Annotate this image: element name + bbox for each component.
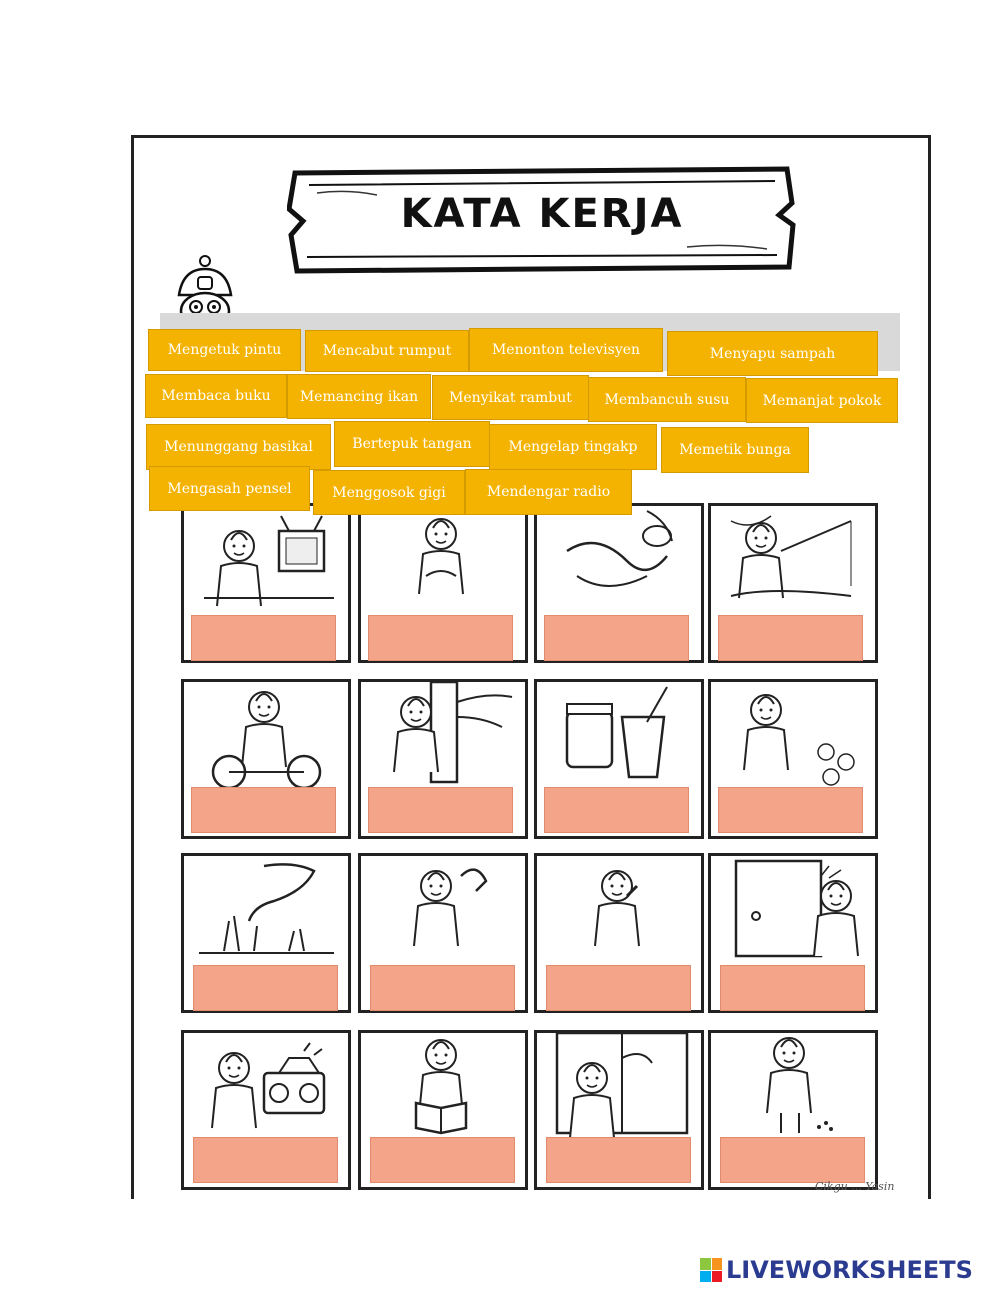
word-chip[interactable]: Menggosok gigi [313, 470, 465, 515]
word-chip[interactable]: Mendengar radio [465, 469, 632, 515]
word-chip[interactable]: Membaca buku [145, 374, 287, 418]
word-chip[interactable]: Memanjat pokok [746, 378, 898, 423]
answer-drop-box[interactable] [718, 615, 863, 661]
word-chip[interactable]: Memancing ikan [287, 374, 431, 419]
page-title: KATA KERJA [400, 191, 684, 237]
word-chip[interactable]: Membancuh susu [588, 377, 746, 422]
teacher-signature: Cikgu ... Yasin [815, 1180, 895, 1193]
title-banner [287, 163, 797, 275]
answer-drop-box[interactable] [720, 965, 865, 1011]
answer-drop-box[interactable] [720, 1137, 865, 1183]
answer-drop-box[interactable] [193, 965, 338, 1011]
answer-drop-box[interactable] [718, 787, 863, 833]
answer-drop-box[interactable] [544, 615, 689, 661]
liveworksheets-badge-icon [700, 1258, 722, 1282]
word-chip[interactable]: Mengasah pensel [149, 466, 310, 511]
answer-drop-box[interactable] [370, 1137, 515, 1183]
word-chip[interactable]: Mengelap tingakp [489, 424, 657, 470]
liveworksheets-logo [700, 1256, 973, 1284]
answer-drop-box[interactable] [191, 615, 336, 661]
answer-drop-box[interactable] [546, 1137, 691, 1183]
word-chip[interactable]: Mencabut rumput [305, 330, 469, 372]
word-chip[interactable]: Mengetuk pintu [148, 329, 301, 371]
word-chip[interactable]: Menyikat rambut [432, 375, 589, 420]
brand-name: LIVEWORKSHEETS [726, 1256, 973, 1284]
word-chip[interactable]: Menyapu sampah [667, 331, 878, 376]
word-chip[interactable]: Menunggang basikal [146, 424, 331, 470]
word-chip[interactable]: Memetik bunga [661, 427, 809, 473]
word-chip[interactable]: Menonton televisyen [469, 328, 663, 372]
answer-drop-box[interactable] [544, 787, 689, 833]
answer-drop-box[interactable] [193, 1137, 338, 1183]
answer-drop-box[interactable] [368, 615, 513, 661]
answer-drop-box[interactable] [370, 965, 515, 1011]
answer-drop-box[interactable] [546, 965, 691, 1011]
answer-drop-box[interactable] [191, 787, 336, 833]
answer-drop-box[interactable] [368, 787, 513, 833]
word-chip[interactable]: Bertepuk tangan [334, 421, 490, 467]
